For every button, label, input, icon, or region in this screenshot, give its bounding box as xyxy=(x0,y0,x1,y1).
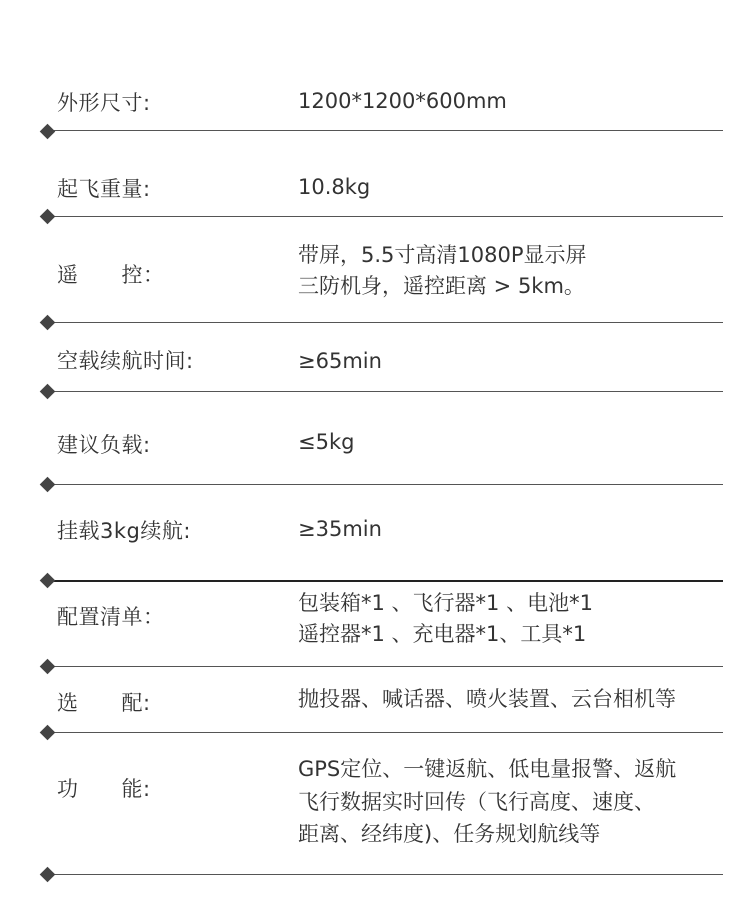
spec-value-functions-line-3: 距离、经纬度)、任务规划航线等 xyxy=(298,822,601,846)
spec-value-remote-line-1: 带屏，5.5寸高清1080P显示屏 xyxy=(298,243,587,267)
row-divider xyxy=(48,732,723,733)
diamond-marker xyxy=(40,725,56,741)
spec-value-takeoff-weight: 10.8kg xyxy=(298,175,371,199)
row-divider xyxy=(48,874,723,875)
spec-value-dimensions: 1200*1200*600mm xyxy=(298,89,507,113)
spec-value-functions-line-2: 飞行数据实时回传（飞行高度、速度、 xyxy=(298,790,655,814)
row-divider xyxy=(48,580,723,582)
diamond-marker xyxy=(40,867,56,883)
spec-value-endurance-empty: ≥65min xyxy=(298,349,382,373)
row-divider xyxy=(48,391,723,392)
diamond-marker xyxy=(40,384,56,400)
spec-value-package-line-1: 包装箱*1 、飞行器*1 、电池*1 xyxy=(298,591,593,615)
spec-label-functions: 功 能: xyxy=(57,777,151,801)
spec-label-options: 选 配: xyxy=(57,691,151,715)
row-divider xyxy=(48,216,723,217)
diamond-marker xyxy=(40,573,56,589)
spec-label-endurance-3kg: 挂载3kg续航: xyxy=(57,519,191,543)
spec-value-remote-line-2: 三防机身，遥控距离 > 5km。 xyxy=(298,274,585,298)
diamond-marker xyxy=(40,477,56,493)
spec-value-options: 抛投器、喊话器、喷火装置、云台相机等 xyxy=(298,687,676,711)
row-divider xyxy=(48,322,723,323)
row-divider xyxy=(48,666,723,667)
spec-label-recommended-payload: 建议负载: xyxy=(57,433,151,457)
row-divider xyxy=(48,130,723,131)
row-divider xyxy=(48,484,723,485)
diamond-marker xyxy=(40,315,56,331)
diamond-marker xyxy=(40,659,56,675)
spec-label-takeoff-weight: 起飞重量: xyxy=(57,177,151,201)
spec-value-endurance-3kg: ≥35min xyxy=(298,517,382,541)
diamond-marker xyxy=(40,209,56,225)
spec-label-remote-control: 遥 控： xyxy=(57,263,165,287)
spec-value-package-line-2: 遥控器*1 、充电器*1、工具*1 xyxy=(298,622,587,646)
diamond-marker xyxy=(40,124,56,140)
spec-value-functions-line-1: GPS定位、一键返航、低电量报警、返航 xyxy=(298,757,677,781)
spec-label-package-list: 配置清单： xyxy=(57,605,165,629)
spec-label-dimensions: 外形尺寸: xyxy=(57,91,151,115)
spec-value-recommended-payload: ≤5kg xyxy=(298,430,355,454)
spec-label-endurance-empty: 空载续航时间: xyxy=(57,349,194,373)
